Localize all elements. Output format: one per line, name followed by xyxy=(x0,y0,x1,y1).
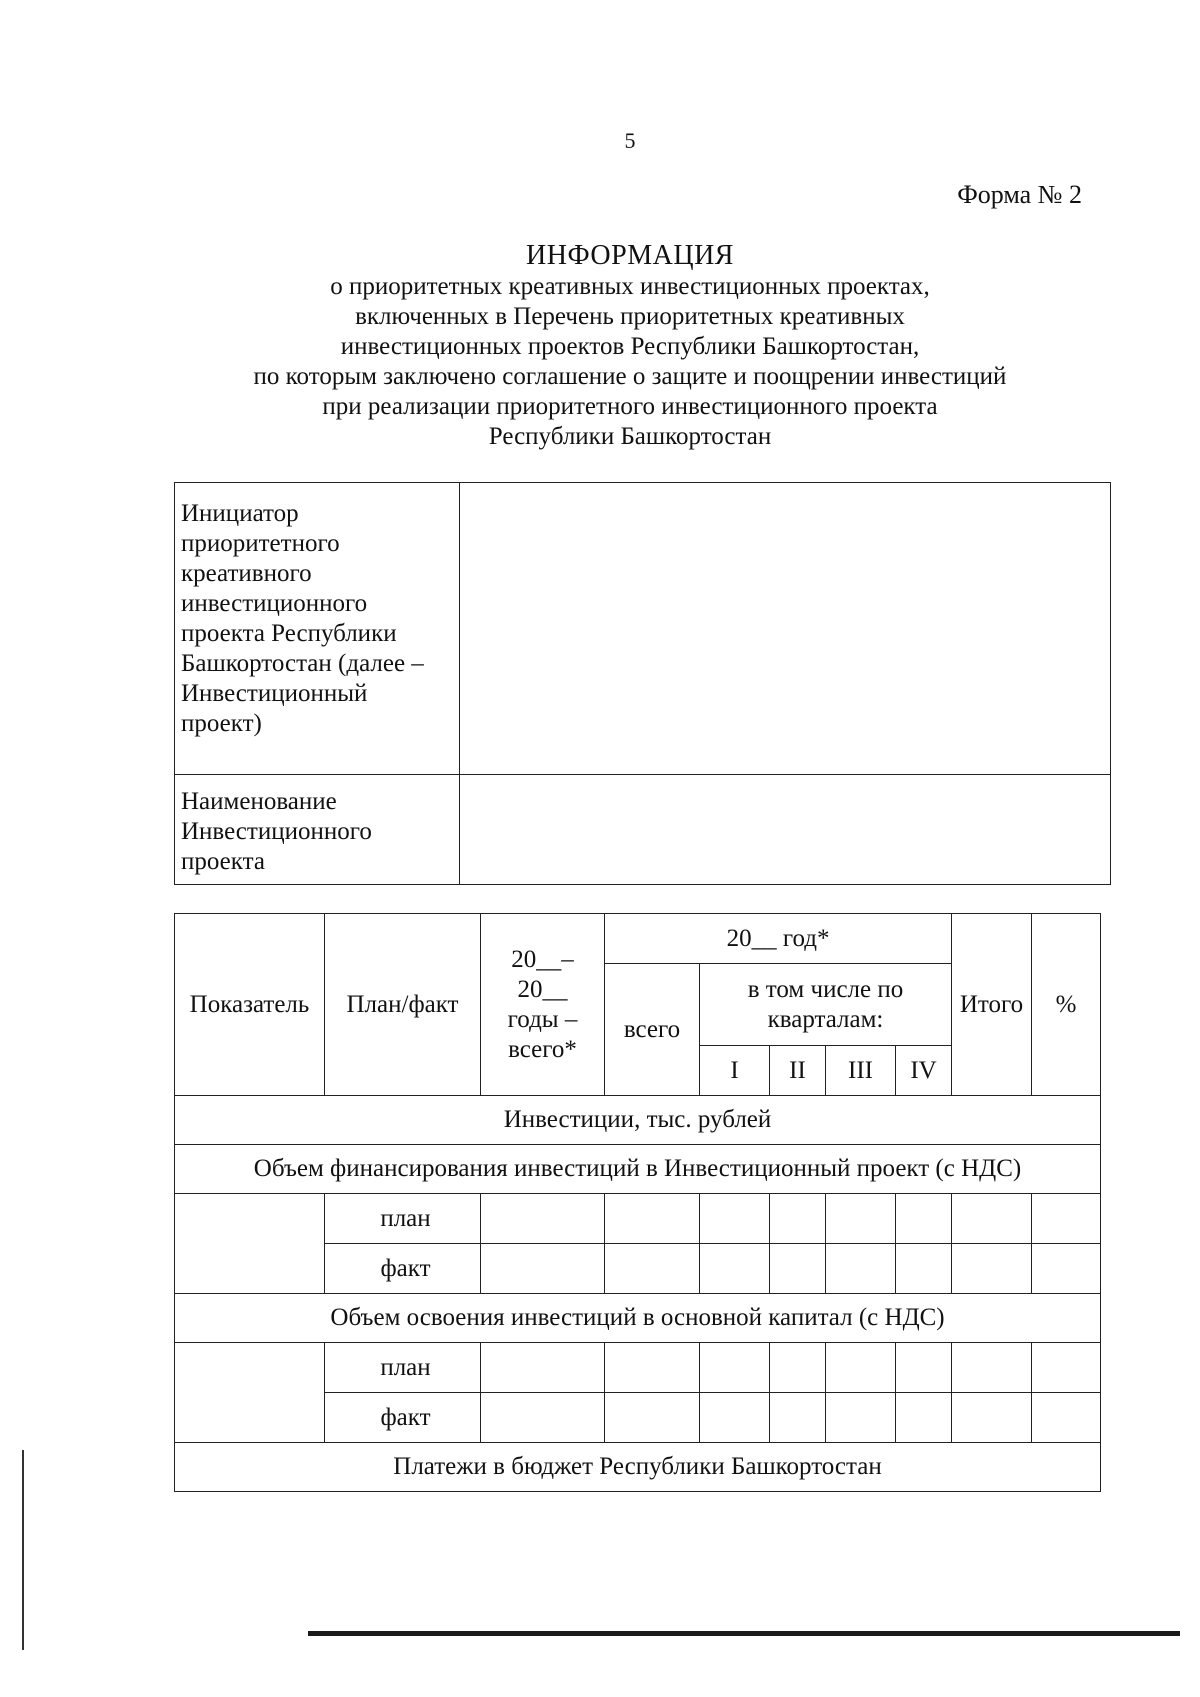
capital-indicator-cell[interactable] xyxy=(175,1343,325,1443)
table-cell[interactable] xyxy=(1032,1244,1101,1294)
capital-fact-label: факт xyxy=(325,1393,481,1443)
table-cell[interactable] xyxy=(605,1194,700,1244)
title-heading: ИНФОРМАЦИЯ xyxy=(526,240,734,271)
table-cell[interactable] xyxy=(770,1244,826,1294)
title-line-1: о приоритетных креативных инвестиционных проектах, xyxy=(330,273,930,300)
table-cell[interactable] xyxy=(481,1393,605,1443)
form-number: Форма № 2 xyxy=(957,180,1082,209)
table-cell[interactable] xyxy=(481,1244,605,1294)
table-cell[interactable] xyxy=(700,1343,770,1393)
header-quarter-4: IV xyxy=(896,1046,952,1096)
header-quarter-3: III xyxy=(826,1046,896,1096)
table-cell[interactable] xyxy=(826,1343,896,1393)
table-cell[interactable] xyxy=(826,1194,896,1244)
table-cell[interactable] xyxy=(952,1393,1032,1443)
table-cell[interactable] xyxy=(605,1244,700,1294)
title-line-4: по которым заключено соглашение о защите и поощрении инвестиций xyxy=(253,363,1007,390)
table-cell[interactable] xyxy=(1032,1343,1101,1393)
table-cell[interactable] xyxy=(770,1393,826,1443)
header-indicator: Показатель xyxy=(175,914,325,1096)
document-title xyxy=(160,240,1100,452)
table-cell[interactable] xyxy=(700,1393,770,1443)
table-cell[interactable] xyxy=(605,1343,700,1393)
financing-indicator-cell[interactable] xyxy=(175,1194,325,1294)
header-quarter-2: II xyxy=(770,1046,826,1096)
table-cell[interactable] xyxy=(605,1393,700,1443)
table-cell[interactable] xyxy=(770,1343,826,1393)
project-info-table xyxy=(174,482,1111,885)
initiator-label: Инициатор приоритетного креативного инвестиционного проекта Республики Башкортостан (далее – Инвестиционный проект) xyxy=(175,483,460,775)
title-line-6: Республики Башкортостан xyxy=(488,423,772,450)
table-cell[interactable] xyxy=(896,1194,952,1244)
header-percent: % xyxy=(1032,914,1101,1096)
header-year-total: всего xyxy=(605,964,700,1096)
table-cell[interactable] xyxy=(896,1244,952,1294)
section-budget-payments: Платежи в бюджет Республики Башкортостан xyxy=(175,1443,1101,1492)
table-cell[interactable] xyxy=(481,1194,605,1244)
project-name-value-field[interactable] xyxy=(460,775,1111,885)
table-cell[interactable] xyxy=(896,1393,952,1443)
table-cell[interactable] xyxy=(952,1343,1032,1393)
table-cell[interactable] xyxy=(700,1244,770,1294)
table-cell[interactable] xyxy=(1032,1393,1101,1443)
indicators-table xyxy=(174,913,1101,1492)
table-cell[interactable] xyxy=(826,1393,896,1443)
table-cell[interactable] xyxy=(952,1244,1032,1294)
table-cell[interactable] xyxy=(952,1194,1032,1244)
header-itogo: Итого xyxy=(952,914,1032,1096)
scan-edge-line xyxy=(22,1450,24,1650)
table-cell[interactable] xyxy=(896,1343,952,1393)
header-plan-fact: План/факт xyxy=(325,914,481,1096)
section-financing-volume: Объем финансирования инвестиций в Инвестиционный проект (с НДС) xyxy=(175,1145,1101,1194)
section-investments: Инвестиции, тыс. рублей xyxy=(175,1096,1101,1145)
section-capital-investment: Объем освоения инвестиций в основной капитал (с НДС) xyxy=(175,1294,1101,1343)
table-cell[interactable] xyxy=(826,1244,896,1294)
title-line-2: включенных в Перечень приоритетных креативных xyxy=(355,303,905,330)
header-years-total: 20__– 20__ годы – всего* xyxy=(481,914,605,1096)
table-cell[interactable] xyxy=(481,1343,605,1393)
table-cell[interactable] xyxy=(700,1194,770,1244)
header-quarter-1: I xyxy=(700,1046,770,1096)
table-cell[interactable] xyxy=(770,1194,826,1244)
financing-fact-label: факт xyxy=(325,1244,481,1294)
page-number: 5 xyxy=(624,128,636,153)
project-name-label: Наименование Инвестиционного проекта xyxy=(175,775,460,885)
title-line-5: при реализации приоритетного инвестиционного проекта xyxy=(322,393,938,420)
table-cell[interactable] xyxy=(1032,1194,1101,1244)
header-by-quarters: в том числе по кварталам: xyxy=(700,964,952,1046)
footer-rule xyxy=(308,1631,1180,1636)
capital-plan-label: план xyxy=(325,1343,481,1393)
initiator-value-field[interactable] xyxy=(460,483,1111,775)
financing-plan-label: план xyxy=(325,1194,481,1244)
title-line-3: инвестиционных проектов Республики Башкортостан, xyxy=(340,333,920,360)
header-year: 20__ год* xyxy=(605,914,952,964)
